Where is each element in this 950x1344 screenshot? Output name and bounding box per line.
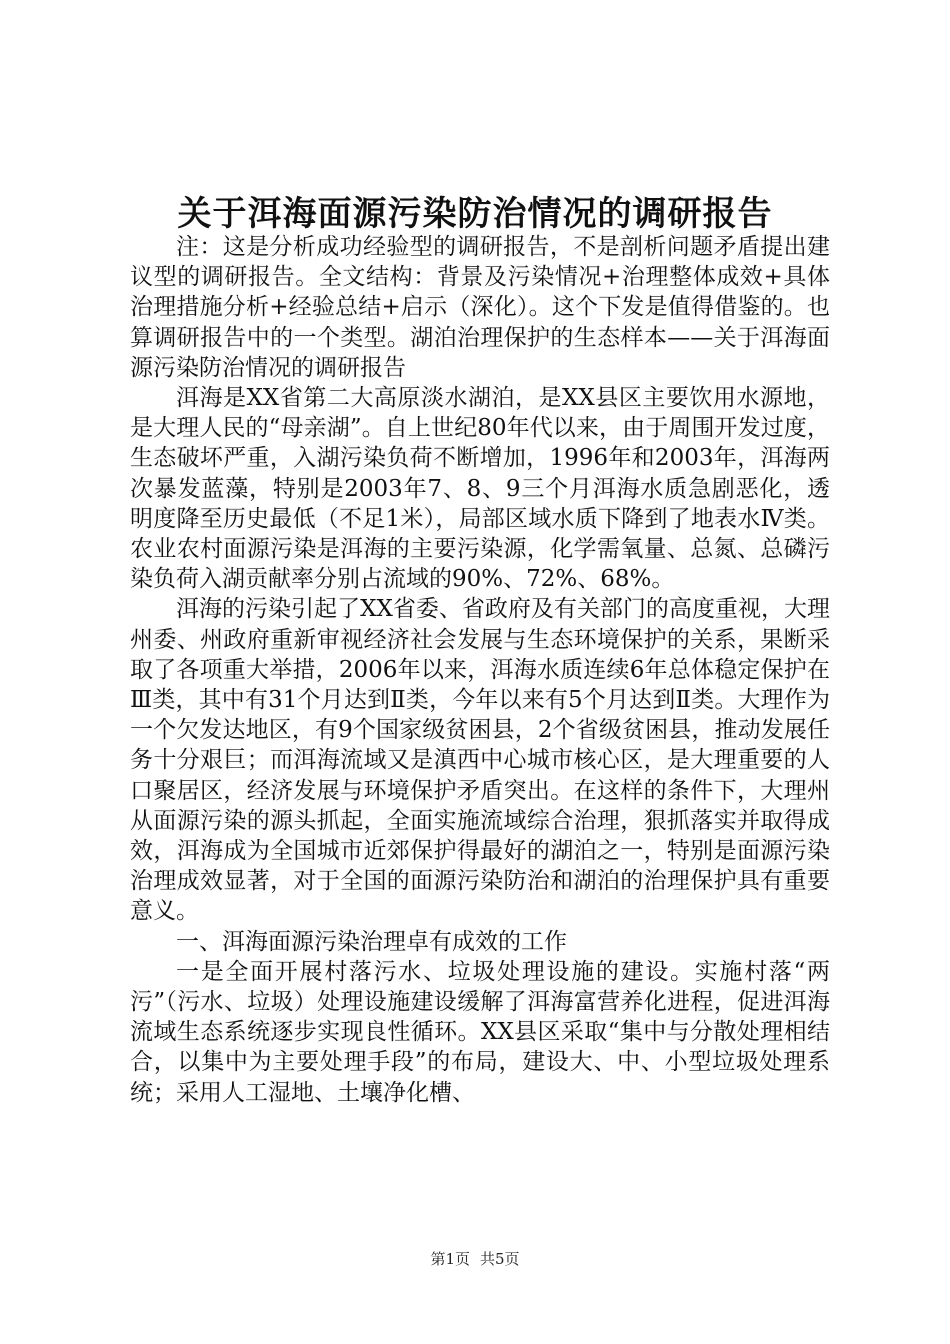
page-footer xyxy=(0,1248,950,1269)
document-title: 关于洱海面源污染防治情况的调研报告 xyxy=(177,194,773,234)
measures-paragraph: 洱海的污染引起了XX省委、省政府及有关部门的高度重视，大理州委、州政府重新审视经济社会发展与生态环境保护的关系，果断采取了各项重大举措，2006年以来，洱海水质连续6年总体稳定保护在Ⅲ类，其中有31个月达到Ⅱ类，今年以来有5个月达到Ⅱ类。大理作为一个欠发达地区，有9个国家级贫困县，2个省级贫困县，推动发展任务十分艰巨；而洱海流域又是滇西中心城市核心区，是大理重要的人口聚居区，经济发展与环境保护矛盾突出。在这样的条件下，大理州从面源污染的源头抓起，全面实施流域综合治理，狠抓落实并取得成效，洱海成为全国城市近郊保护得最好的湖泊之一，特别是面源污染治理成效显著，对于全国的面源污染防治和湖泊的治理保护具有重要意义。 xyxy=(130,596,830,925)
section-paragraph: 一是全面开展村落污水、垃圾处理设施的建设。实施村落“两污”（污水、垃圾）处理设施建设缓解了洱海富营养化进程，促进洱海流域生态系统逐步实现良性循环。XX县区采取“集中与分散处理相结合，以集中为主要处理手段”的布局，建设大、中、小型垃圾处理系统；采用人工湿地、土壤净化槽、 xyxy=(130,958,830,1106)
page-total: 共5页 xyxy=(480,1250,520,1268)
document-body xyxy=(130,232,830,1108)
page-number: 第1页 xyxy=(430,1250,470,1268)
section-heading: 一、洱海面源污染治理卓有成效的工作 xyxy=(176,928,567,955)
note-paragraph: 注：这是分析成功经验型的调研报告，不是剖析问题矛盾提出建议型的调研报告。全文结构：背景及污染情况+治理整体成效+具体治理措施分析+经验总结+启示（深化）。这个下发是值得借鉴的。也算调研报告中的一个类型。湖泊治理保护的生态样本——关于洱海面源污染防治情况的调研报告 xyxy=(130,234,830,381)
background-paragraph: 洱海是XX省第二大高原淡水湖泊，是XX县区主要饮用水源地，是大理人民的“母亲湖”。自上世纪80年代以来，由于周围开发过度，生态破坏严重，入湖污染负荷不断增加，1996年和2003年，洱海两次暴发蓝藻，特别是2003年7、8、9三个月洱海水质急剧恶化，透明度降至历史最低（不足1米），局部区域水质下降到了地表水Ⅳ类。农业农村面源污染是洱海的主要污染源，化学需氧量、总氮、总磷污染负荷入湖贡献率分别占流域的90%、72%、68%。 xyxy=(130,385,830,593)
